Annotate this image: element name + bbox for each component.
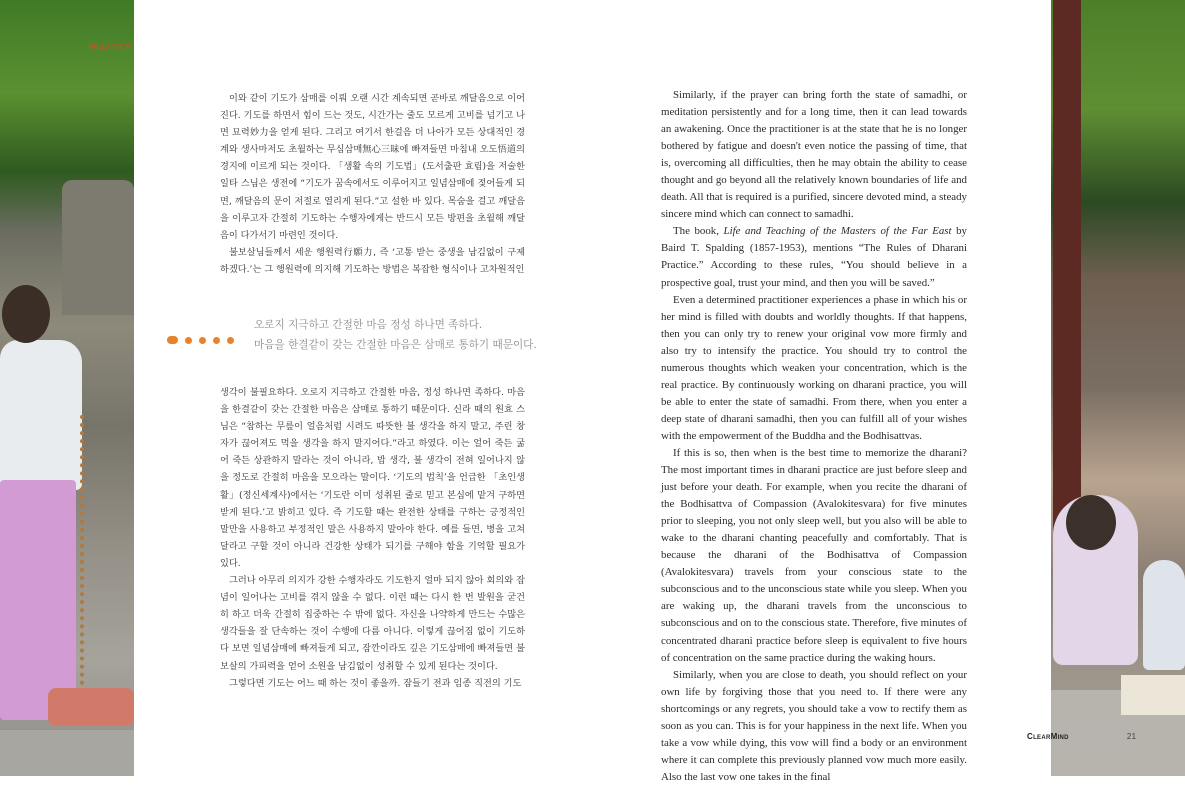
pull-quote-line: 오로지 지극하고 간절한 마음 정성 하나면 족하다. <box>254 319 483 331</box>
english-paragraph: Similarly, when you are close to death, you should reflect on your own life by forgiving those that you need to. If there were any shortcomings or any regrets, you should take a vow to rectify them as soon as you can. This is for your happiness in the next life. When you take a vow while dying, this vow will find a body or an environment where it can complete this previously planned vow much more easily. Also the last vow one takes in the final <box>661 668 967 783</box>
book-intro: The book, <box>673 225 724 238</box>
english-paragraph: If this is so, then when is the best time to memorize the dharani? The most important times in dharani practice are just before sleep and just before your death. For example, when you recite the dharani of the Bodhisattva of Compassion (Avalokitesvara) for five minutes prior to sleeping, you not only sleep well, but you also will be able to wake to the dharani chanting peacefully and comfortably. That is because the dharani of the Bodhisattva of Compassion (Avalokitesvara) travels from your conscious state to the subconscious and to the unconscious state while you sleep. When you are waking up, the dharani travels from the unconscious to subconscious and on to the conscious state. Therefore, five minutes of concentrated dharani practice before sleep is equivalent to five hours of concentration on the same practice during the waking hours. <box>661 446 967 664</box>
seated-woman-head <box>1066 495 1116 550</box>
english-paragraph: Even a determined practitioner experiences a phase in which his or her mind is filled with doubts and worldly thoughts. If that happens, then you can only try to renew your original vow more firmly and also try to intensify the practice. You should try to control the numerous thoughts which weaken your concentration, which is the real practice. By continuously working on dharani practice, you will be able to enter the state of samadhi. From there, when you enter a deep state of dharani samadhi, then you can fulfill all of your wishes with the empowerment of the Buddha and the Bodhisattvas. <box>661 293 967 442</box>
korean-paragraph: 생각이 불필요하다. 오로지 지극하고 간절한 마음, 정성 하나면 족하다. 마음을 한결같이 갖는 간절한 마음은 삼매로 통하기 때문이다. 신라 때의 원효 스님은 “참하는 무릎이 얼음처럼 시려도 따뜻한 불 생각을 하지 말고, 주린 창자가 끊어져도 먹을 생각을 하지 말지어다.”라고 하였다. 이는 얼어 죽든 굶어 죽든 상관하지 말라는 것이 아니라, 밥 생각, 불 생각이 전혀 일어나지 않을 정도로 간절히 마음을 모으라는 말이다. ‘기도의 법칙’을 언급한 「초인생활」(정신세계사)에서는 ‘기도란 이미 성취된 줄로 믿고 본심에 맡겨 구하면 받게 된다.’고 밝히고 있다. 즉 기도할 때는 완전한 상태를 구하는 긍정적인 말만을 사용하고 부정적인 말은 사용하지 말아야 한다. 예를 들면, 병을 고쳐 달라고 구할 것이 아니라 건강한 상태가 되기를 구해야 함을 기억할 필요가 있다. <box>220 387 525 569</box>
left-photo <box>0 0 134 776</box>
korean-paragraph: 불보살님들께서 세운 행원력行願力, 즉 ‘고통 받는 중생을 남김없이 구제하겠다.’는 그 행원력에 의지해 기도하는 방법은 복잡한 형식이나 고차원적인 <box>220 246 525 275</box>
woman-head <box>2 285 50 343</box>
book-rest: by Baird T. Spalding (1857-1953), mentions “The Rules of Dharani Practice.” According to these rules, “You should believe in a prospective goal, trust your mind, and then you will be saved.” <box>661 225 967 289</box>
korean-paragraph: 그러나 아무리 의지가 강한 수행자라도 기도한지 얼마 되지 않아 회의와 잡념이 일어나는 고비를 겪지 않을 수 없다. 이런 때는 다시 한 번 발원을 굳건히 하고 더욱 간절히 집중하는 수 밖에 없다. 자신을 나약하게 만드는 수많은 생각들을 잘 단속하는 것이 수행에 다름 아니다. 이렇게 끊어짐 없이 기도하다 보면 일념삼매에 빠져들게 되고, 잠깐이라도 깊은 기도삼매에 빠져들면 불보살의 가피력을 얻어 소원을 남김없이 성취할 수 있게 된다는 것이다. <box>220 575 525 672</box>
book-title: Life and Teaching of the Masters of the Far East <box>723 225 952 238</box>
woman-pants <box>0 480 76 720</box>
seated-man <box>1143 560 1185 670</box>
korean-column-bottom <box>220 384 525 692</box>
right-photo <box>1051 0 1185 776</box>
korean-paragraph: 이와 같이 기도가 삼매를 이뤄 오랜 시간 계속되면 곧바로 깨달음으로 이어진다. 기도를 하면서 힘이 드는 것도, 시간가는 줄도 모르게 고비를 넘기고 나면 묘력妙力을 얻게 된다. 그리고 여기서 한걸음 더 나아가 모든 상대적인 경계와 생사마저도 초월하는 무심삼매無心三昧에 빠져들면 마침내 오도悟道의 경지에 이르게 되는 것이다. 「생활 속의 기도법」(도서출판 효림)을 저술한 일타 스님은 생전에 “기도가 꿈속에서도 이루어지고 일념삼매에 젖어들게 되면, 깨달음의 문이 저절로 열리게 된다.”고 설한 바 있다. 목숨을 걸고 깨달음을 이루고자 간절히 기도하는 수행자에게는 반드시 모든 방편을 초월해 깨달음이 다가서기 마련인 것이다. <box>220 93 525 241</box>
page-footer <box>1027 732 1136 741</box>
stone-floor <box>0 730 134 776</box>
section-label: PRACTICE <box>88 43 132 52</box>
page-number: 21 <box>1126 732 1137 741</box>
issue-date: Sep-Oct 2009 <box>1071 732 1125 741</box>
stone-lantern <box>62 180 134 315</box>
english-paragraph-book <box>661 223 967 291</box>
temple-pillar <box>1053 0 1081 560</box>
magazine-brand: ClearMind <box>1027 732 1069 741</box>
pull-quote-line: 마음을 한결같이 갖는 간절한 마음은 삼매로 통하기 때문이다. <box>254 339 537 351</box>
korean-paragraph: 그렇다면 기도는 어느 때 하는 것이 좋을까. 잠들기 전과 임종 직전의 기도 <box>229 677 522 689</box>
english-column <box>661 87 967 786</box>
prayer-cushion <box>48 688 134 726</box>
orange-dots-ornament <box>167 329 241 348</box>
prayer-book <box>1121 675 1185 715</box>
korean-column-top <box>220 90 525 278</box>
pull-quote-text <box>254 315 537 355</box>
prayer-beads <box>80 415 114 685</box>
english-paragraph: Similarly, if the prayer can bring forth the state of samadhi, or meditation persistently and for a long time, then it can lead towards an awakening. Once the practitioner is at the state that he is no longer bothered by fatigue and doesn't even notice the passing of time, that is, overcoming all difficulties, then he may obtain the ability to cease thought and go beyond all the relatively known boundaries of life and death. All that is required is a purified, sincere devoted mind, a steady sincere mind which can connect to samadhi. <box>661 89 967 221</box>
woman-shirt <box>0 340 82 490</box>
